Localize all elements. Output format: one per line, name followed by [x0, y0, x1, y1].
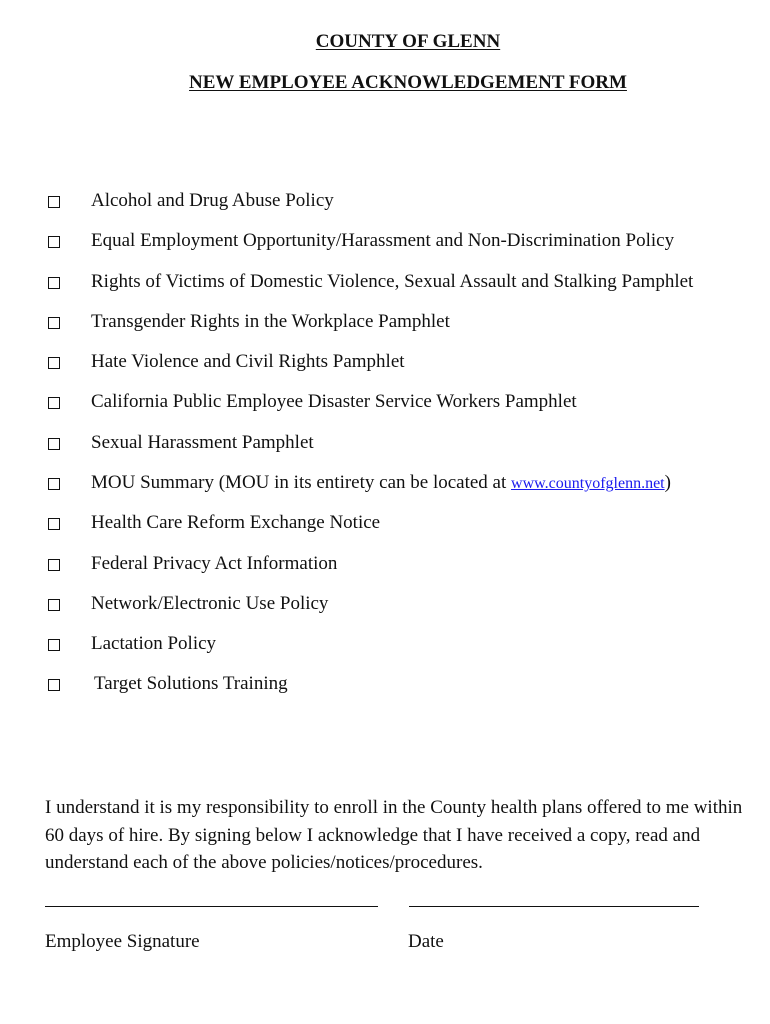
checklist-item: [0, 351, 770, 379]
checkbox[interactable]: [48, 397, 60, 409]
checklist-item: [0, 512, 770, 540]
checklist-item: [0, 311, 770, 339]
checklist-item: [0, 553, 770, 581]
checklist-item-label: Rights of Victims of Domestic Violence, Sexual Assault and Stalking Pamphlet: [91, 271, 694, 292]
employee-signature-label: Employee Signature: [45, 931, 200, 952]
checklist-item-label: Health Care Reform Exchange Notice: [91, 512, 381, 533]
date-line[interactable]: [409, 906, 699, 907]
checkbox[interactable]: [48, 639, 60, 651]
checkbox[interactable]: [48, 599, 60, 611]
checkbox[interactable]: [48, 277, 60, 289]
checklist-item: [0, 230, 770, 258]
mou-label-suffix: ): [664, 472, 671, 493]
county-title: COUNTY OF GLENN: [315, 31, 501, 52]
mou-label-text: MOU Summary (MOU in its entirety can be located at: [91, 472, 512, 493]
checklist-item-label: Equal Employment Opportunity/Harassment and Non-Discrimination Policy: [91, 230, 675, 251]
checklist-item: [0, 673, 770, 701]
form-title: NEW EMPLOYEE ACKNOWLEDGEMENT FORM: [189, 72, 627, 93]
checklist-item-label: Target Solutions Training: [94, 673, 288, 694]
checklist-item: [0, 190, 770, 218]
checkbox[interactable]: [48, 518, 60, 530]
checklist-item: [0, 472, 770, 500]
date-label: Date: [408, 931, 444, 952]
checkbox[interactable]: [48, 196, 60, 208]
checkbox[interactable]: [48, 559, 60, 571]
checkbox[interactable]: [48, 679, 60, 691]
checklist-item: [0, 271, 770, 299]
county-website-link[interactable]: www.countyofglenn.net: [511, 475, 665, 492]
checklist-item: [0, 633, 770, 661]
checklist-item: [0, 432, 770, 460]
checklist-item-label: Hate Violence and Civil Rights Pamphlet: [91, 351, 405, 372]
checklist-item: [0, 593, 770, 621]
acknowledgement-text: I understand it is my responsibility to enroll in the County health plans offered to me within 60 days of hire. By signing below I acknowledge that I have received a copy, read and understand each of the above policies/notices/procedures.: [45, 797, 743, 873]
checklist-item-label: Federal Privacy Act Information: [91, 553, 338, 574]
checklist-item: [0, 391, 770, 419]
employee-signature-line[interactable]: [45, 906, 378, 907]
checklist-item-label: Sexual Harassment Pamphlet: [91, 432, 314, 453]
checklist-item-label: Alcohol and Drug Abuse Policy: [91, 190, 334, 211]
checkbox[interactable]: [48, 236, 60, 248]
checklist-item-label: Transgender Rights in the Workplace Pamphlet: [91, 311, 450, 332]
checkbox[interactable]: [48, 438, 60, 450]
checkbox[interactable]: [48, 478, 60, 490]
checkbox[interactable]: [48, 357, 60, 369]
checklist-item-label: Lactation Policy: [91, 633, 217, 654]
checkbox[interactable]: [48, 317, 60, 329]
checklist-item-label: California Public Employee Disaster Service Workers Pamphlet: [91, 391, 577, 412]
checklist-item-label: [91, 472, 671, 494]
checklist-item-label: Network/Electronic Use Policy: [91, 593, 329, 614]
